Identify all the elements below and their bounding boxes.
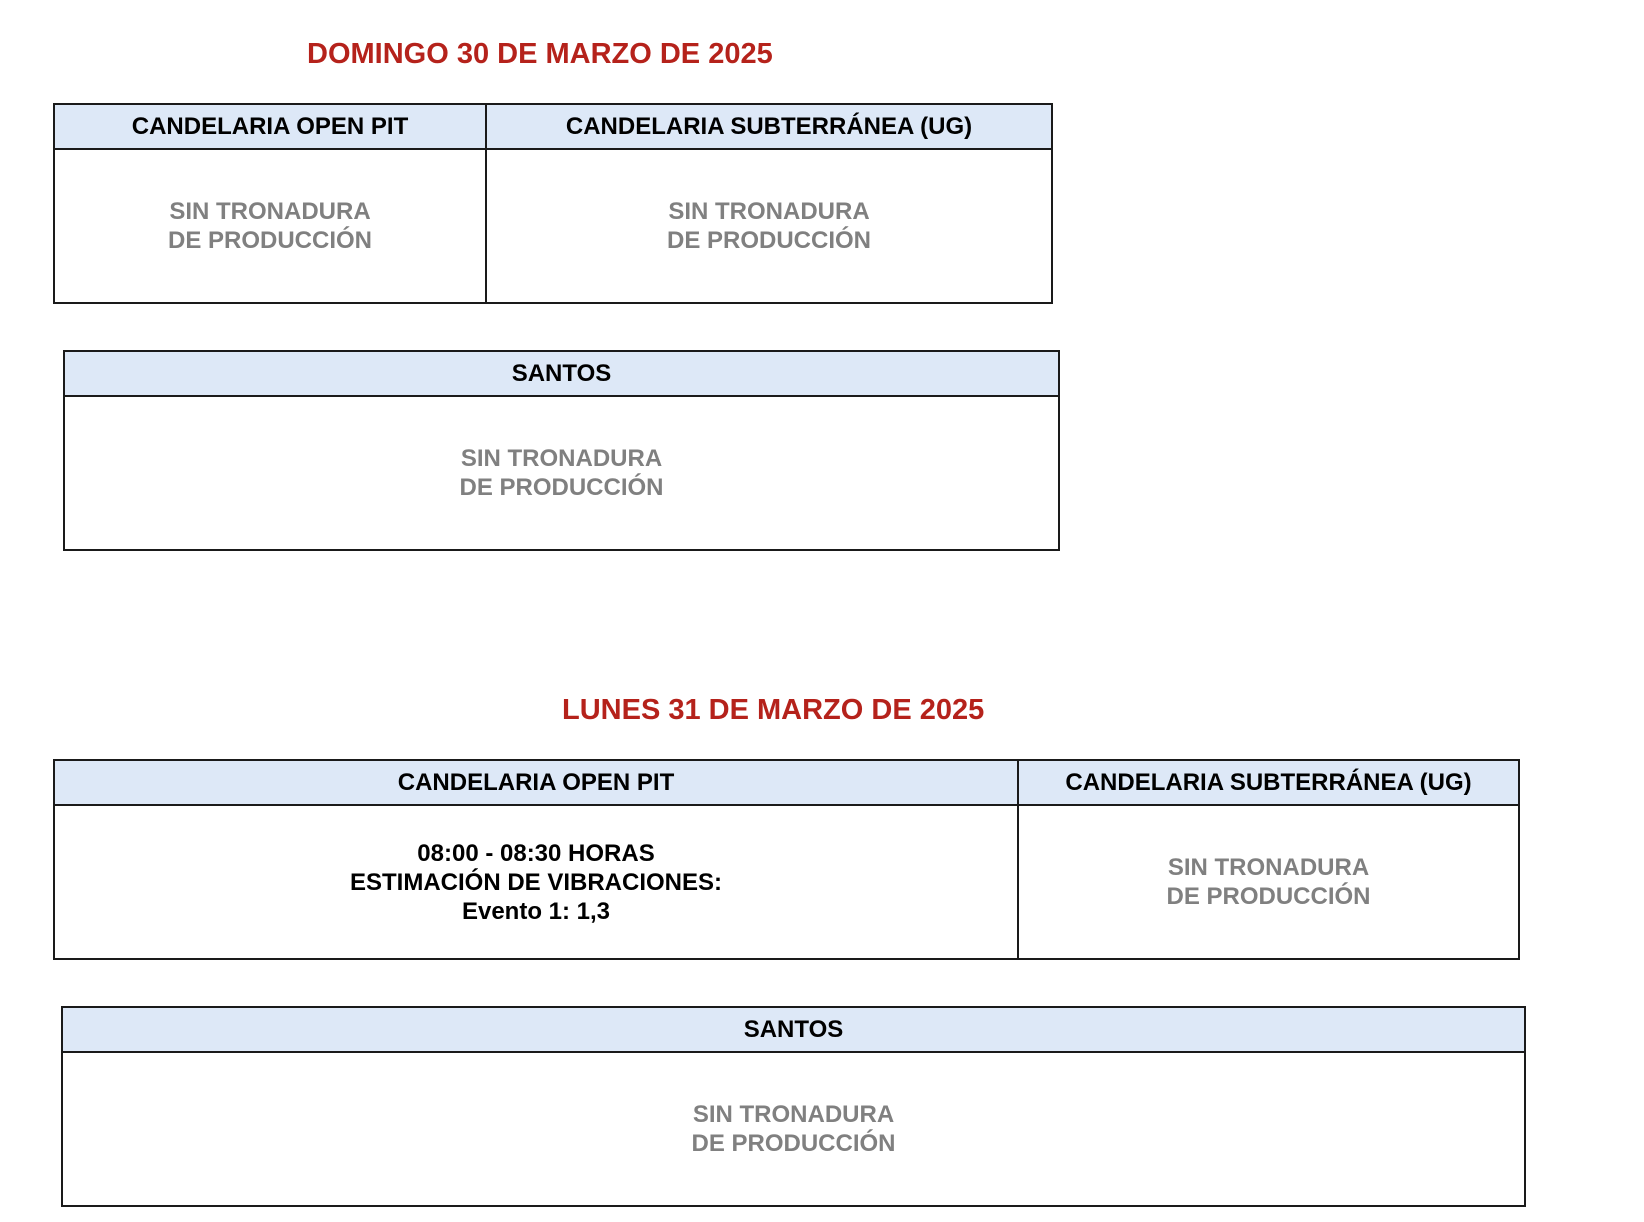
santos-header: SANTOS [64, 351, 1059, 396]
table-header-row [54, 104, 1052, 149]
blast-time: 08:00 - 08:30 HORAS [417, 839, 655, 867]
candelaria-ug-header: CANDELARIA SUBTERRÁNEA (UG) [486, 104, 1052, 149]
day-1-title: DOMINGO 30 DE MARZO DE 2025 [307, 38, 773, 70]
santos-header: SANTOS [62, 1007, 1525, 1052]
day-1-santos-table [63, 350, 1060, 551]
day-1-candelaria-table [53, 103, 1053, 304]
day-2-santos-table [61, 1006, 1526, 1207]
day-2-title: LUNES 31 DE MARZO DE 2025 [562, 694, 985, 726]
santos-status [62, 1052, 1525, 1206]
table-row [54, 805, 1519, 959]
table-header-row [54, 760, 1519, 805]
status-line: SIN TRONADURA [460, 445, 663, 472]
status-line: DE PRODUCCIÓN [666, 227, 871, 254]
santos-status [64, 396, 1059, 550]
candelaria-ug-status [486, 149, 1052, 303]
vibration-estimate-label: ESTIMACIÓN DE VIBRACIONES: [349, 868, 723, 896]
vibration-event-value: Evento 1: 1,3 [461, 897, 611, 925]
candelaria-open-pit-header: CANDELARIA OPEN PIT [54, 760, 1018, 805]
status-line: DE PRODUCCIÓN [691, 1130, 896, 1157]
status-line: DE PRODUCCIÓN [167, 227, 372, 254]
table-header-row [64, 351, 1059, 396]
table-header-row [62, 1007, 1525, 1052]
status-line: DE PRODUCCIÓN [1166, 883, 1371, 910]
table-row [54, 149, 1052, 303]
candelaria-open-pit-status [54, 149, 486, 303]
status-line: SIN TRONADURA [692, 1101, 895, 1128]
status-line: DE PRODUCCIÓN [459, 474, 664, 501]
candelaria-ug-header: CANDELARIA SUBTERRÁNEA (UG) [1018, 760, 1519, 805]
day-2-candelaria-table [53, 759, 1520, 960]
candelaria-ug-status [1018, 805, 1519, 959]
status-line: SIN TRONADURA [1167, 854, 1370, 881]
status-line: SIN TRONADURA [169, 198, 371, 225]
candelaria-open-pit-header: CANDELARIA OPEN PIT [54, 104, 486, 149]
candelaria-open-pit-status [54, 805, 1018, 959]
status-line: SIN TRONADURA [668, 198, 870, 225]
table-row [64, 396, 1059, 550]
table-row [62, 1052, 1525, 1206]
